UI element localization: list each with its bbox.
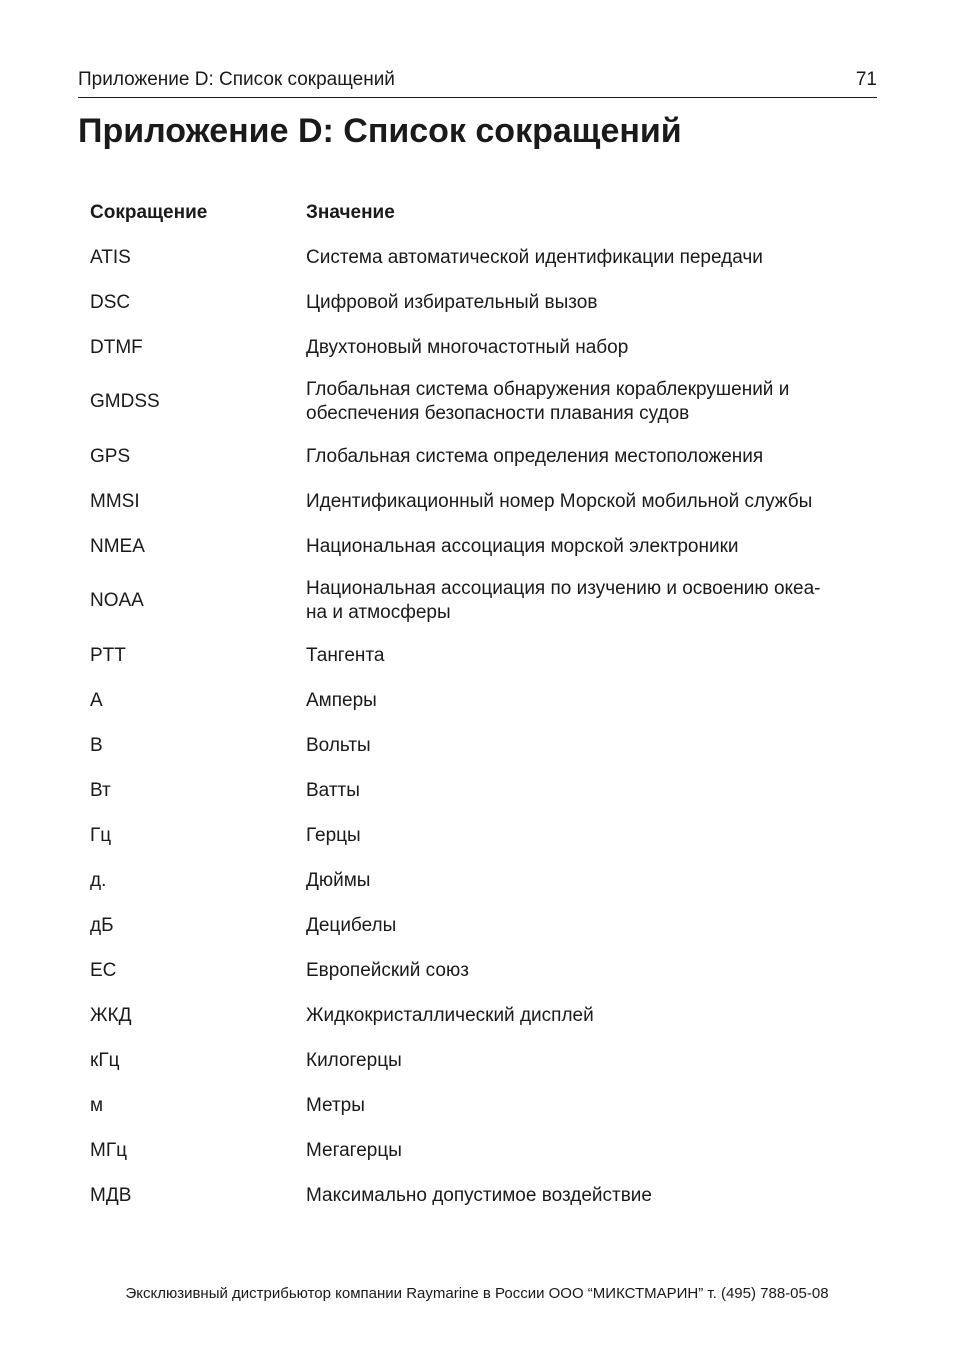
abbreviation-cell: MMSI: [90, 490, 140, 512]
meaning-line: Глобальная система обнаружения кораблекрушений и: [306, 379, 790, 400]
meaning-cell: Килогерцы: [306, 1049, 402, 1071]
running-header: [78, 68, 877, 92]
abbreviation-cell: ЖКД: [90, 1004, 132, 1026]
abbreviation-cell: DSC: [90, 291, 131, 313]
abbreviation-cell: д.: [90, 869, 107, 891]
table-row: [90, 280, 880, 325]
abbreviations-table: [90, 190, 880, 1218]
table-row: [90, 1128, 880, 1173]
table-row: [90, 723, 880, 768]
abbreviation-cell: A: [90, 689, 103, 711]
table-row: [90, 993, 880, 1038]
meaning-cell: Амперы: [306, 689, 377, 711]
table-row: [90, 858, 880, 903]
meaning-cell: Жидкокристаллический дисплей: [306, 1004, 594, 1026]
table-row: [90, 1038, 880, 1083]
meaning-line: на и атмосферы: [306, 602, 451, 623]
page-number: 71: [855, 69, 877, 90]
abbreviation-cell: PTT: [90, 644, 126, 666]
abbreviation-cell: кГц: [90, 1049, 120, 1071]
abbreviation-cell: GPS: [90, 445, 131, 467]
meaning-cell: Максимально допустимое воздействие: [306, 1184, 652, 1206]
meaning-line: обеспечения безопасности плавания судов: [306, 403, 690, 424]
page-title: Приложение D: Список сокращений: [78, 112, 682, 150]
meaning-cell: Глобальная система определения местоположения: [306, 445, 764, 467]
footer-note: Эксклюзивный дистрибьютор компании Raymarine в России ООО “МИКСТМАРИН” т. (495) 788-05-08: [125, 1285, 829, 1302]
abbreviation-cell: МДВ: [90, 1184, 132, 1206]
column-header-meaning: Значение: [306, 201, 395, 223]
meaning-cell: Герцы: [306, 824, 361, 846]
abbreviation-cell: дБ: [90, 914, 114, 936]
table-row: [90, 633, 880, 678]
running-header-title: Приложение D: Список сокращений: [78, 69, 395, 90]
meaning-cell: Мегагерцы: [306, 1139, 402, 1161]
table-row: [90, 1173, 880, 1218]
meaning-cell: Дюймы: [306, 869, 371, 891]
meaning-cell: Европейский союз: [306, 959, 469, 981]
table-row: [90, 569, 880, 633]
abbreviation-cell: NOAA: [90, 590, 144, 611]
abbreviation-cell: B: [90, 734, 103, 756]
meaning-cell: Ватты: [306, 779, 360, 801]
table-row: [90, 948, 880, 993]
abbreviation-cell: DTMF: [90, 336, 143, 358]
abbreviation-cell: Гц: [90, 824, 112, 846]
meaning-cell: Метры: [306, 1094, 365, 1116]
table-row: [90, 903, 880, 948]
meaning-cell: [306, 370, 880, 434]
meaning-cell: Идентификационный номер Морской мобильной службы: [306, 490, 813, 512]
table-row: [90, 434, 880, 479]
meaning-cell: Тангента: [306, 644, 385, 666]
table-body: [90, 235, 880, 1218]
abbreviation-cell: ATIS: [90, 246, 131, 268]
table-header-row: [90, 190, 880, 235]
table-row: [90, 1083, 880, 1128]
meaning-cell: Национальная ассоциация морской электроники: [306, 535, 739, 557]
meaning-cell: Децибелы: [306, 914, 397, 936]
table-row: [90, 325, 880, 370]
abbreviation-cell: МГц: [90, 1139, 127, 1161]
table-row: [90, 370, 880, 434]
meaning-cell: Вольты: [306, 734, 371, 756]
abbreviation-cell: ЕС: [90, 959, 117, 981]
column-header-abbreviation: Сокращение: [90, 201, 208, 223]
header-divider: [78, 97, 877, 98]
meaning-cell: Система автоматической идентификации передачи: [306, 246, 763, 268]
table-row: [90, 235, 880, 280]
table-row: [90, 524, 880, 569]
abbreviation-cell: GMDSS: [90, 391, 160, 412]
meaning-cell: [306, 569, 880, 633]
table-row: [90, 813, 880, 858]
meaning-cell: Двухтоновый многочастотный набор: [306, 336, 629, 358]
abbreviation-cell: NMEA: [90, 535, 145, 557]
meaning-cell: Цифровой избирательный вызов: [306, 291, 598, 313]
table-row: [90, 479, 880, 524]
meaning-line: Национальная ассоциация по изучению и освоению океа-: [306, 578, 821, 599]
abbreviation-cell: Вт: [90, 779, 111, 801]
table-row: [90, 768, 880, 813]
abbreviation-cell: м: [90, 1094, 104, 1116]
table-row: [90, 678, 880, 723]
